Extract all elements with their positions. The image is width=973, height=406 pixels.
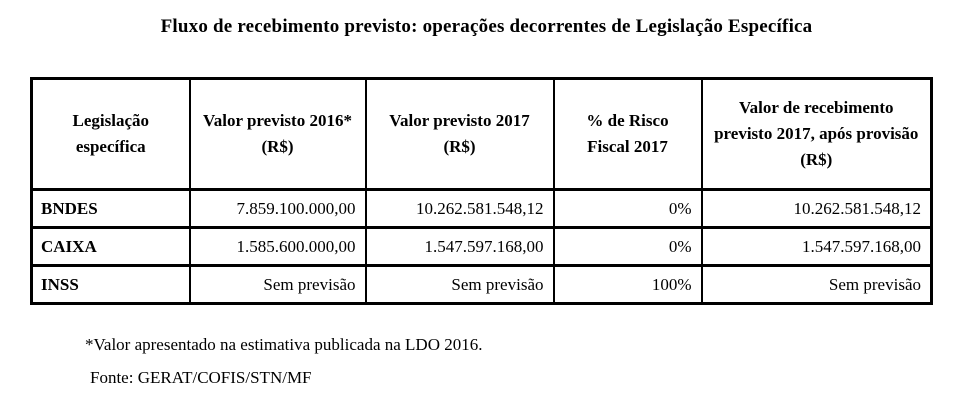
cell-bndes-valor-2017: 10.262.581.548,12: [366, 190, 554, 228]
cell-inss-risco: 100%: [554, 266, 702, 304]
cell-inss-apos-provisao: Sem previsão: [702, 266, 932, 304]
footnote-source: Fonte: GERAT/COFIS/STN/MF: [90, 368, 312, 387]
cell-inss-valor-2016: Sem previsão: [190, 266, 366, 304]
cell-bndes-risco: 0%: [554, 190, 702, 228]
row-label-caixa: CAIXA: [32, 228, 190, 266]
row-label-inss: INSS: [32, 266, 190, 304]
cell-inss-valor-2017: Sem previsão: [366, 266, 554, 304]
cell-caixa-valor-2017: 1.547.597.168,00: [366, 228, 554, 266]
cell-caixa-risco: 0%: [554, 228, 702, 266]
cell-caixa-apos-provisao: 1.547.597.168,00: [702, 228, 932, 266]
column-header-valor-apos-provisao: Valor de recebimento previsto 2017, após provisão (R$): [702, 79, 932, 190]
cell-bndes-apos-provisao: 10.262.581.548,12: [702, 190, 932, 228]
table-row-inss: [32, 266, 932, 304]
footnote-estimate: *Valor apresentado na estimativa publicada na LDO 2016.: [85, 335, 483, 354]
table-row-bndes: [32, 190, 932, 228]
column-header-valor-previsto-2016: Valor previsto 2016* (R$): [190, 79, 366, 190]
row-label-bndes: BNDES: [32, 190, 190, 228]
table-row-caixa: [32, 228, 932, 266]
cell-caixa-valor-2016: 1.585.600.000,00: [190, 228, 366, 266]
page-title: Fluxo de recebimento previsto: operações decorrentes de Legislação Específica: [160, 16, 813, 37]
header-row: [32, 79, 932, 190]
column-header-legislacao-especifica: Legislação específica: [32, 79, 190, 190]
column-header-valor-previsto-2017: Valor previsto 2017 (R$): [366, 79, 554, 190]
column-header-risco-fiscal-2017: % de Risco Fiscal 2017: [554, 79, 702, 190]
cell-bndes-valor-2016: 7.859.100.000,00: [190, 190, 366, 228]
data-table: [30, 77, 933, 305]
